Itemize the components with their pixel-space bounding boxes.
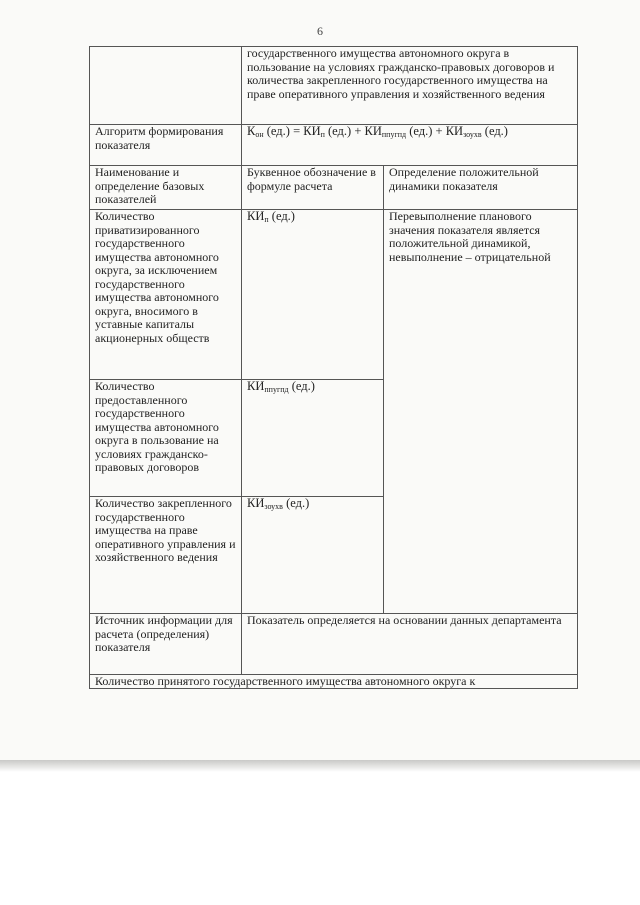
indicator-table	[89, 46, 578, 689]
table-row	[90, 675, 578, 689]
scan-edge	[0, 760, 640, 772]
indicator-name: Количество закрепленного государственного имущества на праве оперативного управления и хозяйственного ведения	[90, 497, 242, 614]
algorithm-formula: $К_{он}$ $(ед.) = КИ_п$ $(ед.) + КИ_{ппугпд}$ $(ед.) + КИ_{зоухв}$ (ед.)	[242, 125, 578, 166]
indicator-symbol: $КИ_{зоухв}$ (ед.)	[242, 497, 384, 614]
header-symbol: Буквенное обозначение в формуле расчета	[242, 166, 384, 210]
empty-cell	[90, 47, 242, 125]
header-name: Наименование и определение базовых показателей	[90, 166, 242, 210]
positive-dynamics: Перевыполнение планового значения показателя является положительной динамикой, невыполнение – отрицательной	[384, 210, 578, 614]
table-row	[90, 210, 578, 380]
page-number: 6	[317, 24, 323, 38]
table-row	[90, 125, 578, 166]
indicator-name: Количество предоставленного государственного имущества автономного округа в пользование на условиях гражданско-правовых договоров	[90, 380, 242, 497]
indicator-symbol: $КИ_{ппугпд}$ (ед.)	[242, 380, 384, 497]
source-label: Источник информации для расчета (определения) показателя	[90, 614, 242, 675]
table-row	[90, 614, 578, 675]
indicator-symbol: $КИ_п$ (ед.)	[242, 210, 384, 380]
algorithm-label: Алгоритм формирования показателя	[90, 125, 242, 166]
continuation-text: государственного имущества автономного округа в пользование на условиях гражданско-правовых договоров и количества закрепленного государственного имущества на праве оперативного управления и хозяйственного ведения	[242, 47, 578, 125]
source-value: Показатель определяется на основании данных департамента	[242, 614, 578, 675]
indicator-name: Количество приватизированного государственного имущества автономного округа, за исключением государственного имущества автономного округа, вносимого в уставные капиталы акционерных обществ	[90, 210, 242, 380]
table-header-row	[90, 166, 578, 210]
table-row	[90, 47, 578, 125]
header-dynamics: Определение положительной динамики показателя	[384, 166, 578, 210]
next-indicator-title: Количество принятого государственного имущества автономного округа к	[90, 675, 578, 689]
